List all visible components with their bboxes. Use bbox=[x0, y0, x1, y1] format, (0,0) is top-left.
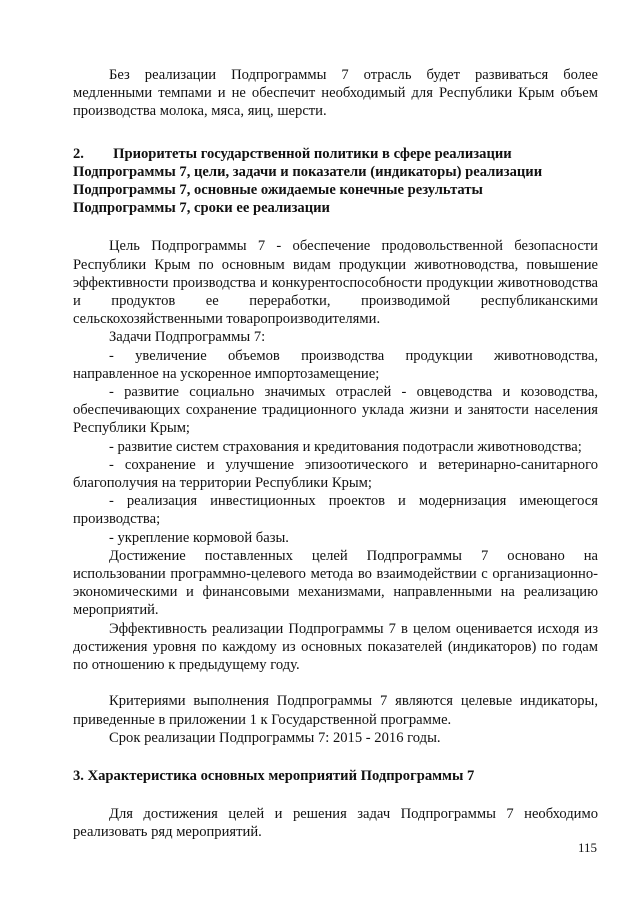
spacer bbox=[73, 674, 598, 692]
page-content bbox=[73, 66, 598, 842]
task-item: - реализация инвестиционных проектов и модернизация имеющегося производства; bbox=[73, 493, 598, 528]
task-item: - развитие систем страхования и кредитования подотрасли животноводства; bbox=[109, 438, 582, 455]
section-2-heading-line-4: Подпрограммы 7, сроки ее реализации bbox=[73, 200, 330, 217]
tasks-list bbox=[73, 347, 598, 547]
section-2-heading-line-2: Подпрограммы 7, цели, задачи и показатели (индикаторы) реализации bbox=[73, 163, 543, 180]
spacer bbox=[73, 747, 598, 767]
section-3-paragraph: Для достижения целей и решения задач Подпрограммы 7 необходимо реализовать ряд мероприятий. bbox=[73, 806, 598, 841]
section-3-heading: 3. Характеристика основных мероприятий Подпрограммы 7 bbox=[73, 767, 475, 784]
task-item: - сохранение и улучшение эпизоотического и ветеринарно-санитарного благополучия на территории Республики Крым; bbox=[73, 456, 598, 492]
spacer bbox=[73, 217, 598, 237]
page-number: 115 bbox=[578, 840, 598, 855]
section-2-heading-line-1: 2. Приоритеты государственной политики в сфере реализации bbox=[73, 145, 512, 162]
criteria-paragraph: Критериями выполнения Подпрограммы 7 являются целевые индикаторы, приведенные в приложении 1 к Государственной программе. bbox=[73, 693, 598, 728]
spacer bbox=[73, 121, 598, 145]
goal-paragraph: Цель Подпрограммы 7 - обеспечение продовольственной безопасности Республики Крым по основным видам продукции животноводства, повышение эффективности производства и конкурентоспособности продукции животноводства и продуктов ее переработки, производимой республиканскими сельскохозяйственными товаропроизводителями. bbox=[73, 238, 598, 328]
achievement-paragraph: Достижение поставленных целей Подпрограммы 7 основано на использовании программно-целевого метода во взаимодействии с организационно-экономическими и финансовыми механизмами, направленными на реализацию мероприятий. bbox=[73, 547, 598, 619]
section-2-heading-line-3: Подпрограммы 7, основные ожидаемые конечные результаты bbox=[73, 182, 483, 199]
task-item: - развитие социально значимых отраслей - овцеводства и козоводства, обеспечивающих сохранение традиционного уклада жизни и занятости населения Республики Крым; bbox=[73, 384, 598, 437]
efficiency-paragraph: Эффективность реализации Подпрограммы 7 в целом оценивается исходя из достижения уровня по каждому из основных показателей (индикаторов) по годам по отношению к предыдущему году. bbox=[73, 620, 598, 674]
task-item: - укрепление кормовой базы. bbox=[109, 529, 289, 546]
task-item: - увеличение объемов производства продукции животноводства, направленное на ускоренное импортозамещение; bbox=[73, 347, 598, 382]
tasks-label: Задачи Подпрограммы 7: bbox=[109, 329, 266, 346]
section-2-heading bbox=[73, 145, 598, 218]
term-paragraph: Срок реализации Подпрограммы 7: 2015 - 2016 годы. bbox=[109, 729, 441, 746]
intro-paragraph: Без реализации Подпрограммы 7 отрасль будет развиваться более медленными темпами и не обеспечит необходимый для Республики Крым объем производства молока, мяса, яиц, шерсти. bbox=[73, 67, 598, 120]
spacer bbox=[73, 785, 598, 805]
